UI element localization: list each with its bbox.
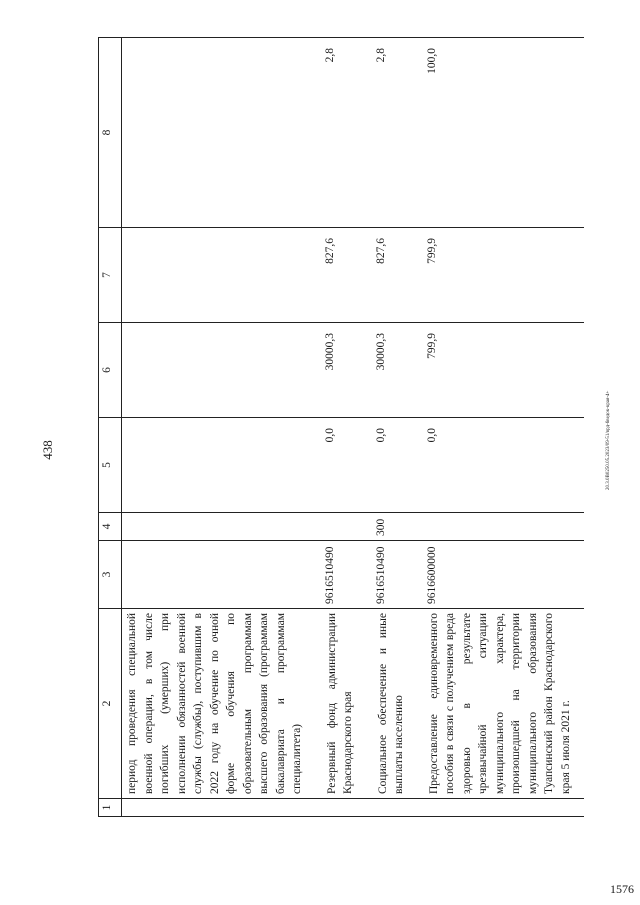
header-col-5: 5 (99, 418, 122, 513)
cell-code (122, 541, 316, 609)
cell-type (418, 513, 585, 541)
page-number: 438 (40, 440, 55, 460)
cell-type: 300 (367, 513, 418, 541)
cell-col-6 (122, 323, 316, 418)
cell-code: 9616510490 (316, 541, 367, 609)
cell-code: 9616510490 (367, 541, 418, 609)
cell-col-8 (122, 38, 316, 228)
header-col-7: 7 (99, 228, 122, 323)
table-row (418, 38, 585, 817)
cell-col-1 (418, 799, 585, 817)
table-header-row (99, 38, 122, 817)
cell-col-8: 100,0 (418, 38, 585, 228)
cell-col-6: 30000,3 (367, 323, 418, 418)
cell-col-5: 0,0 (316, 418, 367, 513)
cell-col-1 (367, 799, 418, 817)
cell-code: 9616600000 (418, 541, 585, 609)
header-col-6: 6 (99, 323, 122, 418)
header-col-2: 2 (99, 609, 122, 799)
cell-description: период проведения специальной военной операции, в том числе погибших (умерших) при исполнении обязанностей военной службы (службы), поступившим в 2022 году на обучение по очной форме обучения по образовательным программам высшего образования (программам бакалавриата и программам специалитета) (122, 609, 316, 799)
cell-col-7: 827,6 (316, 228, 367, 323)
cell-description: Резервный фонд администрации Краснодарского края (316, 609, 367, 799)
cell-type (316, 513, 367, 541)
cell-col-7: 799,9 (418, 228, 585, 323)
cell-description: Социальное обеспечение и иные выплаты населению (367, 609, 418, 799)
cell-col-6: 799,9 (418, 323, 585, 418)
cell-col-1 (122, 799, 316, 817)
cell-col-5: 0,0 (367, 418, 418, 513)
cell-col-8: 2,8 (367, 38, 418, 228)
corner-page-number: 1576 (610, 882, 634, 896)
cell-col-8: 2,8 (316, 38, 367, 228)
cell-col-1 (316, 799, 367, 817)
header-col-3: 3 (99, 541, 122, 609)
budget-table (98, 37, 584, 817)
cell-col-7: 827,6 (367, 228, 418, 323)
cell-type (122, 513, 316, 541)
side-document-code: 20.3.0В0250.05.2023/09-51/врд-6ведок-края-4+ (606, 390, 611, 490)
header-col-4: 4 (99, 513, 122, 541)
cell-col-5 (122, 418, 316, 513)
budget-table-rotated (98, 37, 583, 817)
header-col-8: 8 (99, 38, 122, 228)
table-row (316, 38, 367, 817)
cell-col-6: 30000,3 (316, 323, 367, 418)
table-row (122, 38, 316, 817)
header-col-1: 1 (99, 799, 122, 817)
table-row (367, 38, 418, 817)
cell-col-7 (122, 228, 316, 323)
cell-col-5: 0,0 (418, 418, 585, 513)
cell-description: Предоставление единовременного пособия в связи с получением вреда здоровью в результате чрезвычайной ситуации муниципального характера, произошедшей на территории муниципального образования Туапсинский район Краснодарского края 5 июля 2021 г. (418, 609, 585, 799)
